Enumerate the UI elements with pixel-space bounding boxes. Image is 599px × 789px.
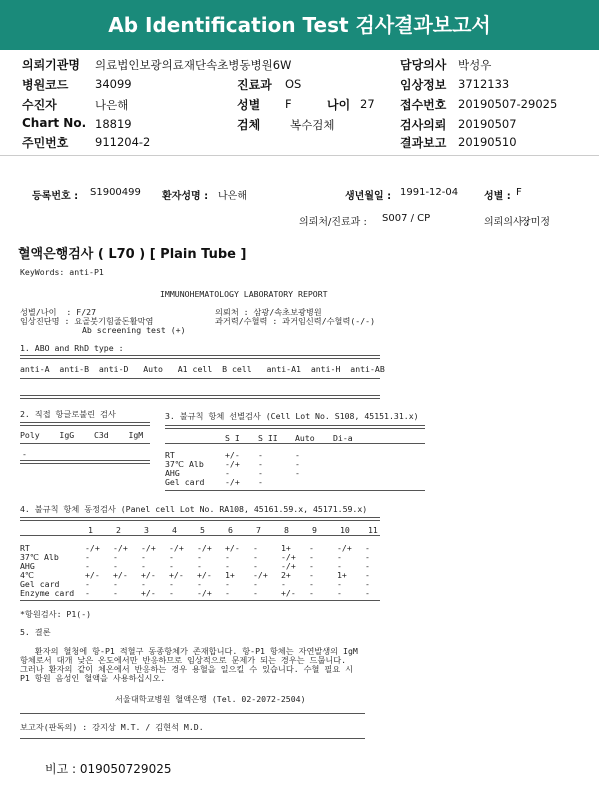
reg-value: S1900499: [90, 187, 141, 198]
sec4-cell: -: [225, 552, 230, 562]
name-label: 환자성명 :: [162, 191, 209, 202]
sec4-cell: +/-: [225, 543, 240, 553]
sec4-cell: 2+: [281, 570, 291, 580]
sec4-cell: -: [141, 561, 146, 571]
sec4-cell: -: [141, 552, 146, 562]
sec3-cell: -: [295, 459, 300, 469]
sec4-cell: 1+: [337, 570, 347, 580]
field-value: F: [285, 97, 292, 111]
sec4-cell: 1+: [225, 570, 235, 580]
field-value: 3712133: [458, 77, 510, 91]
field-value: 20190507: [458, 117, 517, 131]
rule: [20, 422, 150, 426]
sec4-cell: -: [169, 588, 174, 598]
sec4-title: 4. 불규칙 항체 동정검사 (Panel cell Lot No. RA108, 45161.59.x, 45171.59.x): [20, 504, 368, 514]
rule: [20, 600, 380, 601]
rule: [20, 443, 150, 444]
sec3-cell: -: [225, 468, 230, 478]
rule: [20, 355, 380, 359]
field-label: 수진자: [22, 98, 57, 112]
rule: [165, 425, 425, 429]
sec4-cell: -: [365, 543, 370, 553]
conclusion-line: 환자의 혈청에 항-P1 적혈구 동종항체가 존재합니다. 항-P1 항체는 자연발생의 IgM: [20, 646, 358, 656]
sec3-cell: -: [295, 468, 300, 478]
screening: Ab screening test (+): [82, 325, 186, 335]
sec3-cell: -: [258, 459, 263, 469]
sec4-cell: -/+: [337, 543, 352, 553]
sec4-cell: -: [337, 588, 342, 598]
field-label: 검체: [237, 118, 261, 132]
field-label: 결과보고: [400, 136, 447, 150]
sec4-cell: -: [337, 579, 342, 589]
sec3-row-label: AHG: [165, 468, 180, 478]
sec4-cell: -/+: [197, 543, 212, 553]
field-label: 주민번호: [22, 136, 69, 150]
sec4-cell: -: [365, 561, 370, 571]
rule: [20, 395, 380, 399]
sec2-headers: Poly IgG C3d IgM: [20, 430, 144, 440]
field-value: 27: [360, 97, 375, 111]
clinical-dx: 임상진단명 : 요골붓기힘줄돈활막염: [20, 316, 154, 326]
sec4-cell: -: [113, 561, 118, 571]
sec3-cell: +/-: [225, 450, 240, 460]
doctor-label: 의뢰의사 :: [484, 217, 530, 228]
sec4-col-header: 2: [116, 525, 121, 535]
sec1-title: 1. ABO and RhD type :: [20, 343, 124, 353]
sec3-col-header: Auto: [295, 433, 315, 443]
sec4-cell: -: [253, 588, 258, 598]
sec4-row-label: 4℃: [20, 570, 35, 580]
sec4-row-label: 37℃ Alb: [20, 552, 59, 562]
sec3-row-label: Gel card: [165, 477, 205, 487]
sec4-col-header: 1: [88, 525, 93, 535]
sec3-col-header: S II: [258, 433, 278, 443]
sec4-cell: -: [365, 570, 370, 580]
sec4-cell: -: [309, 570, 314, 580]
doctor-value: 장미정: [521, 217, 550, 228]
conclusion-line: P1 항원 음성인 혈액을 사용하십시오.: [20, 673, 166, 683]
sec4-row-label: Gel card: [20, 579, 60, 589]
dept-value: S007 / CP: [382, 213, 431, 224]
sec3-col-header: Di-a: [333, 433, 353, 443]
sec3-cell: -: [258, 450, 263, 460]
footer-note: 비고 : 019050729025: [45, 762, 172, 776]
sec4-cell: -: [253, 561, 258, 571]
sec3-row-label: 37℃ Alb: [165, 459, 204, 469]
sec4-cell: -: [113, 579, 118, 589]
sec3-cell: -/+: [225, 459, 240, 469]
sec3-cell: -/+: [225, 477, 240, 487]
sec4-cell: +/-: [113, 570, 128, 580]
sec4-col-header: 8: [284, 525, 289, 535]
sec4-col-header: 7: [256, 525, 261, 535]
sec4-col-header: 9: [312, 525, 317, 535]
sec4-cell: +/-: [169, 570, 184, 580]
report-title-banner: Ab Identification Test 검사결과보고서: [0, 0, 599, 50]
dob-value: 1991-12-04: [400, 187, 459, 198]
field-label: 임상정보: [400, 78, 447, 92]
name-value: 나은해: [218, 191, 247, 202]
sec3-cell: -: [295, 450, 300, 460]
sec4-cell: -: [141, 579, 146, 589]
sec4-cell: -/+: [113, 543, 128, 553]
sec5-title: 5. 결론: [20, 627, 51, 637]
history: 과거력/수혈력 : 과거임신력/수혈력(-/-): [215, 316, 376, 326]
sec4-cell: -: [225, 561, 230, 571]
sec4-cell: -: [309, 543, 314, 553]
sec4-cell: -: [365, 552, 370, 562]
sec4-cell: -/+: [281, 561, 296, 571]
rule: [165, 490, 425, 491]
sec4-cell: -/+: [85, 543, 100, 553]
sec4-row-label: Enzyme card: [20, 588, 75, 598]
sec1-headers: anti-A anti-B anti-D Auto A1 cell B cell anti-A1 anti-H anti-AB: [20, 364, 385, 374]
sec4-col-header: 4: [172, 525, 177, 535]
sex-value: F: [516, 187, 522, 198]
sec4-cell: -: [113, 588, 118, 598]
sec4-cell: -/+: [169, 543, 184, 553]
lab-title: IMMUNOHEMATOLOGY LABORATORY REPORT: [160, 289, 328, 299]
sec4-cell: -: [169, 552, 174, 562]
sec4-cell: +/-: [85, 570, 100, 580]
header-info: [0, 50, 599, 155]
conclusion-line: 그러나 환자의 같이 체온에서 반응하는 경우 용혈을 일으킬 수 있습니다. 수혈 필요 시: [20, 664, 353, 674]
sec4-col-header: 11: [368, 525, 378, 535]
field-value: 911204-2: [95, 135, 151, 149]
sec4-cell: -: [225, 588, 230, 598]
sec4-col-header: 10: [340, 525, 350, 535]
sec4-cell: -: [253, 579, 258, 589]
sec4-cell: +/-: [197, 570, 212, 580]
sec4-cell: -: [197, 561, 202, 571]
sec3-cell: -: [258, 468, 263, 478]
field-value: 18819: [95, 117, 132, 131]
reporter: 보고자(판독의) : 강지상 M.T. / 김현석 M.D.: [20, 722, 204, 732]
sec2-title: 2. 직접 항글로불린 검사: [20, 409, 116, 419]
field-label: 병원코드: [22, 78, 69, 92]
field-label: 의뢰기관명: [22, 58, 80, 72]
field-value: 의료법인보광의료재단속초병동병원6W: [95, 58, 292, 72]
scanned-report: [0, 160, 599, 789]
field-label: 성별: [237, 98, 261, 112]
sec4-cell: -: [85, 552, 90, 562]
sec4-cell: -/+: [141, 543, 156, 553]
sec4-cell: -: [113, 552, 118, 562]
sec4-cell: -: [85, 561, 90, 571]
rule: [165, 443, 425, 444]
sec2-value: -: [22, 449, 27, 459]
field-value: 20190510: [458, 135, 517, 149]
rule: [20, 713, 365, 714]
field-value: OS: [285, 77, 302, 91]
field-value: 박성우: [458, 58, 492, 72]
sec4-cell: -: [337, 561, 342, 571]
field-value: 복수검체: [290, 118, 335, 132]
sec4-cell: +/-: [141, 588, 156, 598]
sec4-cell: -: [85, 579, 90, 589]
ordering: 의뢰처 : 삼광/속초보광병원: [215, 307, 322, 317]
sec4-row-label: RT: [20, 543, 30, 553]
field-label: 담당의사: [400, 58, 447, 72]
header-divider: [0, 155, 599, 156]
sec4-col-header: 5: [200, 525, 205, 535]
sec4-cell: -: [281, 579, 286, 589]
sec4-cell: -: [309, 552, 314, 562]
field-value: 20190507-29025: [458, 97, 558, 111]
report-title: 혈액은행검사 ( L70 ) [ Plain Tube ]: [18, 247, 247, 262]
sec4-cell: -: [337, 552, 342, 562]
antigen-test: *항원검사: P1(-): [20, 609, 92, 619]
sec4-cell: -: [169, 561, 174, 571]
sec4-cell: -: [365, 588, 370, 598]
field-value: 34099: [95, 77, 132, 91]
sec3-title: 3. 불규칙 항체 선별검사 (Cell Lot No. S108, 45151.31.x): [165, 411, 419, 421]
rule: [20, 738, 365, 739]
keywords: KeyWords: anti-P1: [20, 267, 104, 277]
sec4-cell: -: [85, 588, 90, 598]
sec4-cell: +/-: [141, 570, 156, 580]
sec4-cell: -: [225, 579, 230, 589]
rule: [20, 535, 380, 536]
rule: [20, 517, 380, 521]
field-label: Chart No.: [22, 116, 87, 130]
sec3-cell: -: [258, 477, 263, 487]
field-label: 진료과: [237, 78, 272, 92]
sec4-cell: -: [309, 579, 314, 589]
field-label: 접수번호: [400, 98, 447, 112]
sec4-cell: -: [197, 579, 202, 589]
sec4-cell: -/+: [197, 588, 212, 598]
sec4-row-label: AHG: [20, 561, 35, 571]
sec4-col-header: 3: [144, 525, 149, 535]
sec4-cell: -: [365, 579, 370, 589]
sec4-cell: -: [197, 552, 202, 562]
sec4-col-header: 6: [228, 525, 233, 535]
dept-label: 의뢰처/진료과 :: [299, 217, 367, 228]
sec4-cell: -: [309, 561, 314, 571]
dob-label: 생년월일 :: [345, 191, 392, 202]
sec4-cell: -/+: [281, 552, 296, 562]
sex-age: 성별/나이 : F/27: [20, 307, 97, 317]
sec4-cell: -: [169, 579, 174, 589]
hospital-line: 서울대학교병원 혈액은행 (Tel. 02-2072-2504): [115, 694, 306, 704]
sex-label: 성별 :: [484, 191, 511, 202]
conclusion-line: 항체로서 대개 낮은 온도에서만 반응하므로 임상적으로 문제가 되는 경우는 드뭅니다.: [20, 655, 347, 665]
sec4-cell: -: [309, 588, 314, 598]
reg-label: 등록번호 :: [32, 191, 79, 202]
sec3-col-header: S I: [225, 433, 240, 443]
field-label: 나이: [327, 98, 351, 112]
rule: [20, 378, 380, 379]
rule: [20, 460, 150, 464]
sec4-cell: 1+: [281, 543, 291, 553]
field-value: 나은해: [95, 98, 129, 112]
sec4-cell: +/-: [281, 588, 296, 598]
sec3-row-label: RT: [165, 450, 175, 460]
sec4-cell: -: [253, 543, 258, 553]
sec4-cell: -: [253, 552, 258, 562]
field-label: 검사의뢰: [400, 118, 447, 132]
sec4-cell: -/+: [253, 570, 268, 580]
